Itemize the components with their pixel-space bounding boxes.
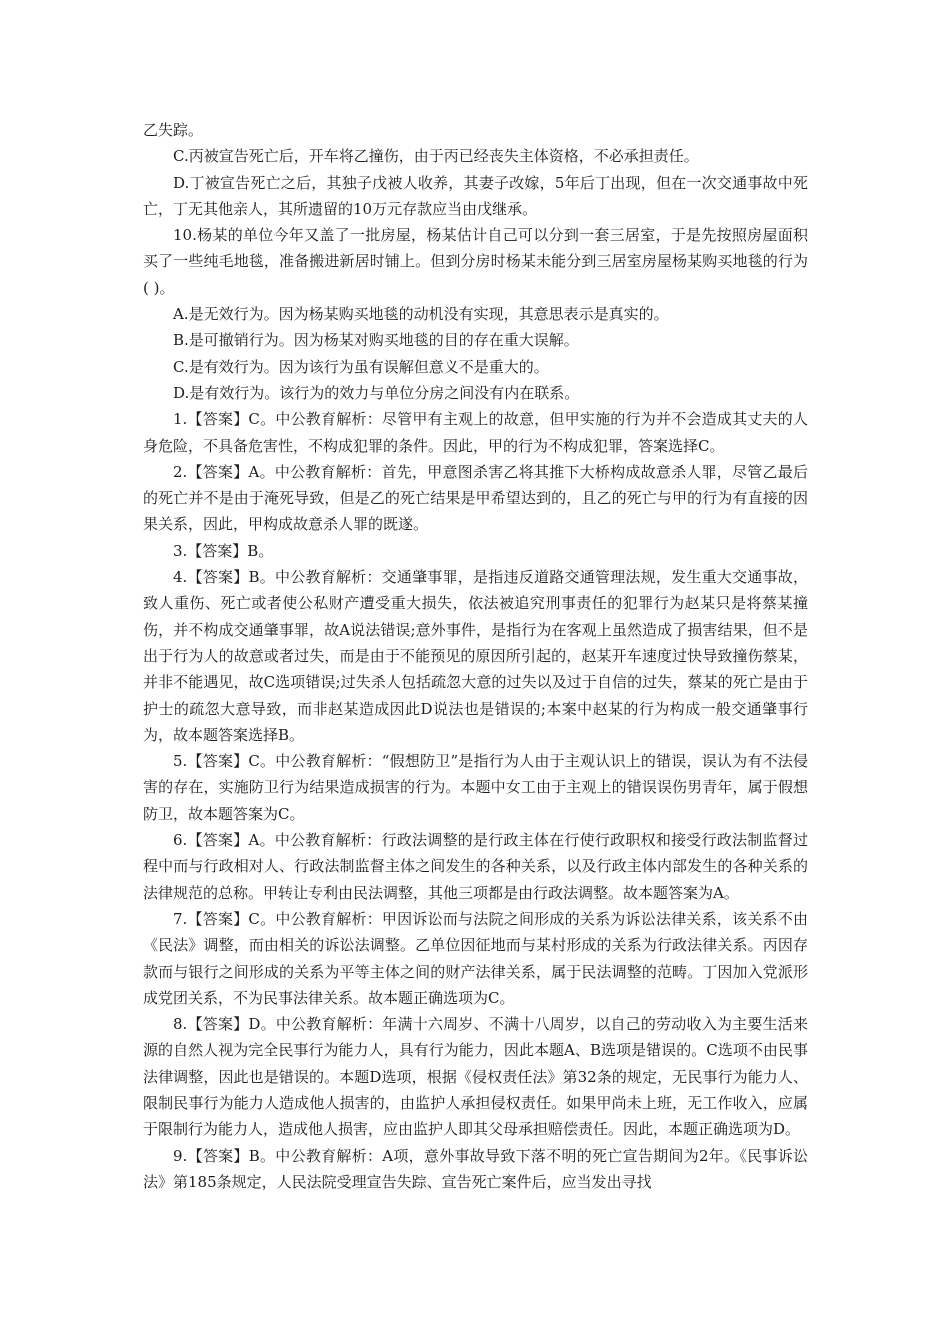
answer-3: 3.【答案】B。 [173,541,274,560]
answer-1: 1.【答案】C。中公教育解析：尽管甲有主观上的故意，但甲实施的行为并不会造成其丈夫的人身危险，不具备危害性，不构成犯罪的条件。因此，甲的行为不构成犯罪，答案选择C。 [143,410,808,455]
paragraph-continuation: 乙失踪。 [143,121,204,139]
answer-4: 4.【答案】B。中公教育解析：交通肇事罪，是指违反道路交通管理法规，发生重大交通事故，致人重伤、死亡或者使公私财产遭受重大损失，依法被追究刑事责任的犯罪行为赵某只是将蔡某撞伤，并不构成交通肇事罪，故A说法错误;意外事件，是指行为在客观上虽然造成了损害结果，但不是出于行为人的故意或者过失，而是由于不能预见的原因所引起的，赵某开车速度过快导致撞伤蔡某，并非不能遇见，故C选项错误;过失杀人包括疏忽大意的过失以及过于自信的过失，蔡某的死亡是由于护士的疏忽大意导致，而非赵某造成因此D说法也是错误的;本案中赵某的行为构成一般交通肇事行为，故本题答案选择B。 [143,568,808,744]
answer-8: 8.【答案】D。中公教育解析：年满十六周岁、不满十八周岁，以自己的劳动收入为主要生活来源的自然人视为完全民事行为能力人，具有行为能力，因此本题A、B选项是错误的。C选项不由民事法律调整，因此也是错误的。本题D选项，根据《侵权责任法》第32条的规定，无民事行为能力人、限制民事行为能力人造成他人损害的，由监护人承担侵权责任。如果甲尚未上班，无工作收入，应属于限制行为能力人，造成他人损害，应由监护人即其父母承担赔偿责任。因此，本题正确选项为D。 [143,1015,808,1139]
question-10: 10.杨某的单位今年又盖了一批房屋，杨某估计自己可以分到一套三居室，于是先按照房屋面积买了一些纯毛地毯，准备搬进新居时铺上。但到分房时杨某未能分到三居室房屋杨某购买地毯的行为( )。 [143,226,808,297]
option-a-q10: A.是无效行为。因为杨某购买地毯的动机没有实现，其意思表示是真实的。 [173,305,669,324]
answer-5: 5.【答案】C。中公教育解析：“假想防卫”是指行为人由于主观认识上的错误，误认为有不法侵害的存在，实施防卫行为结果造成损害的行为。本题中女工由于主观上的错误误伤男青年，属于假想防卫，故本题答案为C。 [143,752,808,823]
option-c-q10: C.是有效行为。因为该行为虽有误解但意义不是重大的。 [173,357,549,376]
answer-2: 2.【答案】A。中公教育解析：首先，甲意图杀害乙将其推下大桥构成故意杀人罪，尽管乙最后的死亡并不是由于淹死导致，但是乙的死亡结果是甲希望达到的，且乙的死亡与甲的行为有直接的因果关系，因此，甲构成故意杀人罪的既遂。 [143,462,808,534]
option-b-q10: B.是可撤销行为。因为杨某对购买地毯的目的存在重大误解。 [173,331,579,350]
option-d-q9: D.丁被宣告死亡之后，其独子戊被人收养，其妻子改嫁，5年后丁出现，但在一次交通事故中死亡，丁无其他亲人，其所遗留的10万元存款应当由戊继承。 [143,173,808,218]
answer-9: 9.【答案】B。中公教育解析：A项，意外事故导致下落不明的死亡宣告期间为2年。《民事诉讼法》第185条规定，人民法院受理宣告失踪、宣告死亡案件后，应当发出寻找 [143,1146,808,1191]
option-c-q9: C.丙被宣告死亡后，开车将乙撞伤，由于丙已经丧失主体资格，不必承担责任。 [173,147,699,166]
answer-6: 6.【答案】A。中公教育解析：行政法调整的是行政主体在行使行政职权和接受行政法制监督过程中而与行政相对人、行政法制监督主体之间发生的各种关系，以及行政主体内部发生的各种关系的法律规范的总称。甲转让专利由民法调整，其他三项都是由行政法调整。故本题答案为A。 [143,831,808,902]
option-d-q10: D.是有效行为。该行为的效力与单位分房之间没有内在联系。 [173,383,580,402]
answer-7: 7.【答案】C。中公教育解析：甲因诉讼而与法院之间形成的关系为诉讼法律关系，该关系不由《民法》调整，而由相关的诉讼法调整。乙单位因征地而与某村形成的关系为行政法律关系。丙因存款而与银行之间形成的关系为平等主体之间的财产法律关系，属于民法调整的范畴。丁因加入党派形成党团关系，不为民事法律关系。故本题正确选项为C。 [143,909,808,1007]
document-page [143,117,808,1195]
